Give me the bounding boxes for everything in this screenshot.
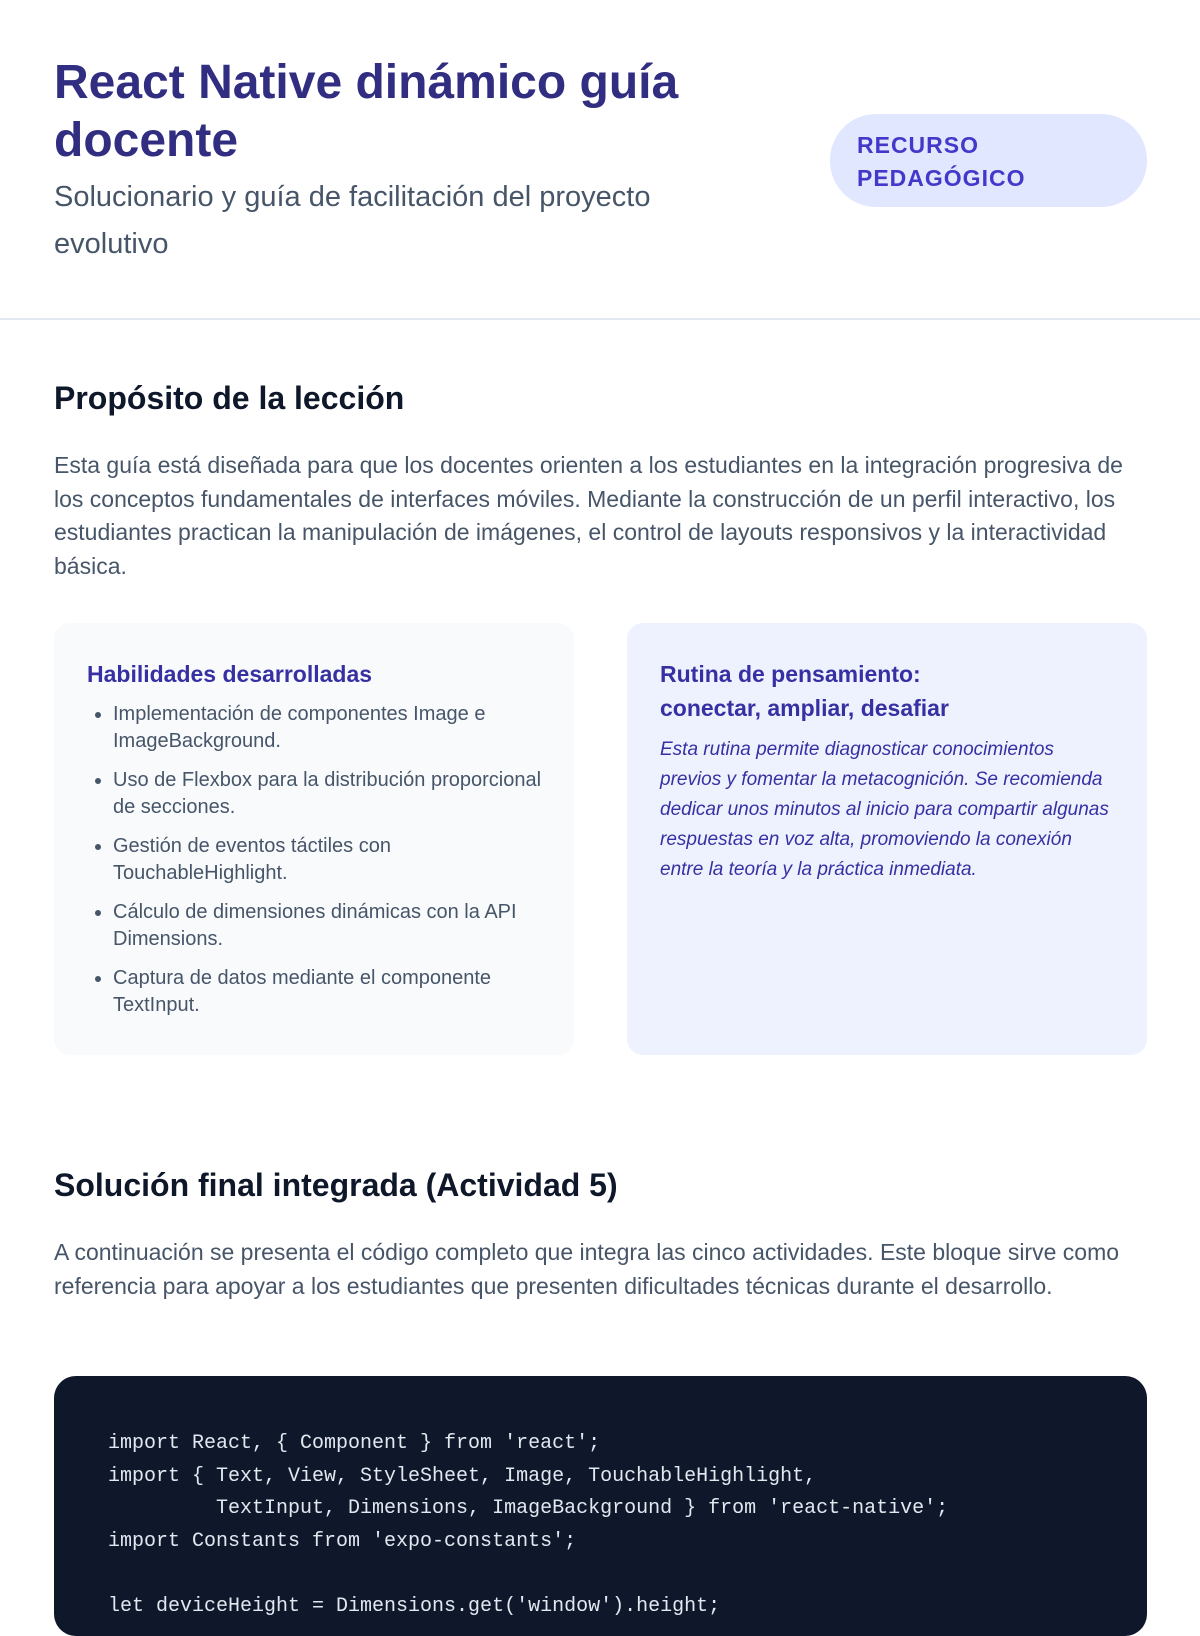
thinking-routine-card: [627, 623, 1147, 1055]
skills-item: • Implementación de componentes Image e ImageBackground.: [113, 701, 541, 754]
routine-text: Esta rutina permite diagnosticar conocimientos previos y fomentar la metacognición. Se recomienda dedicar unos minutos al inicio para compartir algunas respuestas en voz alta, promoviendo la conexión entre la teoría y la práctica inmediata.: [660, 739, 1109, 880]
resource-badge: RECURSO PEDAGÓGICO: [830, 114, 1147, 207]
skills-item: • Uso de Flexbox para la distribución proporcional de secciones.: [113, 767, 541, 820]
code-block[interactable]: import React, { Component } from 'react'; import { Text, View, StyleSheet, Image, TouchableHighlight, TextInput, Dimensions, ImageBackground } from 'react-native'; import Constants from 'expo-constants'; let deviceHeight = Dimensions.get('window').height;: [54, 1376, 1147, 1636]
purpose-text: Esta guía está diseñada para que los docentes orienten a los estudiantes en la integración progresiva de los conceptos fundamentales de interfaces móviles. Mediante la construcción de un perfil interactivo, los estudiantes practican la manipulación de imágenes, el control de layouts responsivos y la interactividad básica.: [54, 452, 1123, 579]
routine-title-line2: conectar, ampliar, desafiar: [660, 695, 949, 721]
page-subtitle: Solucionario y guía de facilitación del proyecto evolutivo: [54, 181, 651, 260]
routine-title: [660, 657, 1114, 725]
skills-card: [54, 623, 574, 1055]
purpose-title: Propósito de la lección: [54, 380, 405, 416]
skills-item: • Captura de datos mediante el componente TextInput.: [113, 965, 541, 1018]
skills-title: Habilidades desarrolladas: [87, 661, 373, 687]
solution-text: A continuación se presenta el código completo que integra las cinco actividades. Este bloque sirve como referencia para apoyar a los estudiantes que presenten dificultades técnicas durante el desarrollo.: [54, 1239, 1120, 1299]
skills-item: • Cálculo de dimensiones dinámicas con la API Dimensions.: [113, 899, 541, 952]
solution-title: Solución final integrada (Actividad 5): [54, 1167, 618, 1203]
skills-list: [87, 701, 541, 1018]
page-header: [0, 0, 1200, 320]
page-title: React Native dinámico guía docente: [54, 56, 679, 167]
skills-item: • Gestión de eventos táctiles con TouchableHighlight.: [113, 833, 541, 886]
routine-title-line1: Rutina de pensamiento:: [660, 661, 921, 687]
